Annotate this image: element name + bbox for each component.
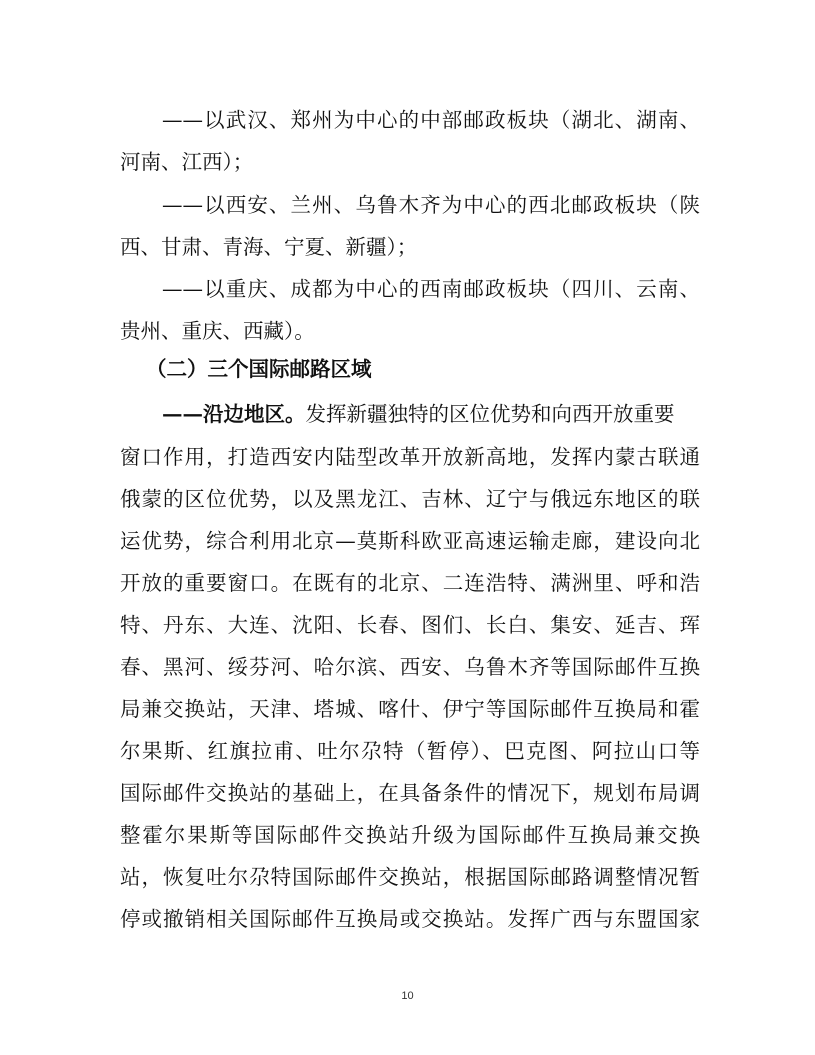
paragraph-line <box>162 400 700 428</box>
paragraph-line: 西、甘肃、青海、宁夏、新疆）； <box>120 235 418 259</box>
section-lead-text: 发挥新疆独特的区位优势和向西开放重要 <box>305 402 675 426</box>
paragraph-line: ——以重庆、成都为中心的西南邮政板块（四川、云南、 <box>162 277 700 301</box>
section-heading: （二）三个国际邮路区域 <box>146 357 372 381</box>
paragraph-line: 停或撤销相关国际邮件互换局或交换站。发挥广西与东盟国家 <box>120 907 700 931</box>
paragraph-line: 春、黑河、绥芬河、哈尔滨、西安、乌鲁木齐等国际邮件互换 <box>120 655 700 679</box>
paragraph-line: 窗口作用，打造西安内陆型改革开放新高地，发挥内蒙古联通 <box>120 445 700 469</box>
paragraph-line: 局兼交换站，天津、塔城、喀什、伊宁等国际邮件互换局和霍 <box>120 697 700 721</box>
page-number: 10 <box>401 990 414 1002</box>
paragraph-line: 特、丹东、大连、沈阳、长春、图们、长白、集安、延吉、珲 <box>120 613 700 637</box>
paragraph-line: 站，恢复吐尔尕特国际邮件交换站，根据国际邮路调整情况暂 <box>120 865 700 889</box>
paragraph-line: ——以西安、兰州、乌鲁木齐为中心的西北邮政板块（陕 <box>162 193 700 217</box>
paragraph-line: 运优势，综合利用北京—莫斯科欧亚高速运输走廊，建设向北 <box>120 529 700 553</box>
paragraph-line: 国际邮件交换站的基础上，在具备条件的情况下，规划布局调 <box>120 781 700 805</box>
paragraph-line: 尔果斯、红旗拉甫、吐尔尕特（暂停）、巴克图、阿拉山口等 <box>120 739 700 763</box>
paragraph-line: 贵州、重庆、西藏）。 <box>120 319 315 343</box>
paragraph-line: 整霍尔果斯等国际邮件交换站升级为国际邮件互换局兼交换 <box>120 823 700 847</box>
paragraph-line: 俄蒙的区位优势，以及黑龙江、吉林、辽宁与俄远东地区的联 <box>120 487 700 511</box>
paragraph-line: 河南、江西）； <box>120 150 254 174</box>
section-lead: ——沿边地区。 <box>162 402 306 426</box>
paragraph-line: 开放的重要窗口。在既有的北京、二连浩特、满洲里、呼和浩 <box>120 571 700 595</box>
paragraph-line: ——以武汉、郑州为中心的中部邮政板块（湖北、湖南、 <box>162 108 700 132</box>
